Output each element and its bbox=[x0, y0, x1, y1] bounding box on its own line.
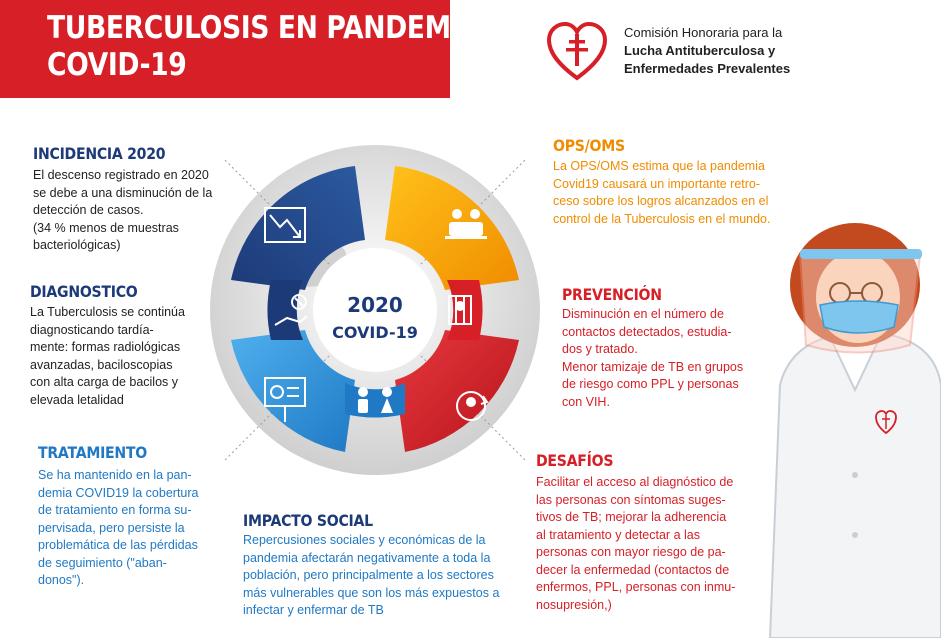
tratamiento-line: de seguimiento ("aban- bbox=[38, 555, 167, 570]
incidencia-heading: INCIDENCIA 2020 bbox=[33, 144, 166, 163]
central-infographic bbox=[205, 140, 545, 480]
diagnostico-line: mente: formas radiológicas bbox=[30, 340, 181, 354]
desafios-line: Facilitar el acceso al diagnóstico de bbox=[536, 475, 734, 489]
impacto-line: más vulnerables que son los más expuestos a bbox=[243, 585, 500, 600]
incidencia-line: (34 % menos de muestras bbox=[33, 220, 179, 235]
diagnostico-line: avanzadas, baciloscopias bbox=[30, 357, 173, 372]
prevencion-heading: PREVENCIÓN bbox=[562, 285, 662, 304]
prevencion-line: Menor tamizaje de TB en grupos bbox=[562, 359, 744, 374]
face-mask bbox=[820, 301, 898, 333]
impacto-line: infectar y enfermar de TB bbox=[243, 603, 384, 617]
incidencia-line: detección de casos. bbox=[33, 203, 144, 217]
ops-line: control de la Tuberculosis en el mundo. bbox=[553, 211, 771, 226]
tratamiento-line: donos"). bbox=[38, 573, 85, 587]
desafios-line: las personas con síntomas suges- bbox=[536, 492, 726, 507]
ops-line: Covid19 causará un importante retro- bbox=[553, 176, 761, 191]
desafios-line: decer la enfermedad (contactos de bbox=[536, 562, 730, 577]
tratamiento-line: pervisada, pero persiste la bbox=[38, 520, 185, 535]
impacto-text bbox=[243, 532, 499, 620]
page-title bbox=[47, 10, 480, 84]
desafios-line: tivos de TB; mejorar la adherencia bbox=[536, 510, 727, 524]
prevencion-line: dos y tratado. bbox=[562, 342, 638, 356]
tratamiento-line: Se ha mantenido en la pan- bbox=[38, 468, 192, 482]
diagnostico-line: diagnosticando tardía- bbox=[30, 322, 154, 337]
prevencion-line: contactos detectados, estudia- bbox=[562, 324, 732, 339]
ops-text bbox=[553, 158, 771, 228]
diagnostico-line: con alta carga de bacilos y bbox=[30, 375, 179, 389]
impacto-line: población, pero principalmente a los sectores bbox=[243, 568, 494, 582]
prevencion-line: con VIH. bbox=[562, 394, 610, 409]
ops-line: La OPS/OMS estima que la pandemia bbox=[553, 159, 765, 173]
tratamiento-line: problemática de las pérdidas bbox=[38, 538, 198, 552]
impacto-heading: IMPACTO SOCIAL bbox=[243, 511, 373, 530]
doctor-illustration bbox=[760, 215, 941, 638]
prevencion-line: de riesgo como PPL y personas bbox=[562, 377, 739, 391]
org-name-line-3: Enfermedades Prevalentes bbox=[624, 61, 791, 76]
desafios-line: enfermos, PPL, personas con inmu- bbox=[536, 580, 736, 594]
impacto-line: Repercusiones sociales y económicas de la bbox=[243, 533, 486, 547]
desafios-line: nosupresión,) bbox=[536, 597, 612, 612]
incidencia-line: bacteriológicas) bbox=[33, 238, 121, 252]
page-title-line-1: TUBERCULOSIS EN PANDEMIA bbox=[47, 10, 481, 46]
face-shield-band bbox=[800, 249, 922, 259]
prevencion-line: Disminución en el número de bbox=[562, 307, 724, 321]
impacto-line: pandemia afectarán negativamente a toda la bbox=[243, 550, 491, 565]
incidencia-line: se debe a una disminución de la bbox=[33, 185, 213, 200]
ops-line: ceso sobre los logros alcanzados en el bbox=[553, 194, 769, 208]
prevencion-text bbox=[562, 306, 743, 411]
tratamiento-heading: TRATAMIENTO bbox=[38, 443, 147, 462]
center-label: COVID-19 bbox=[332, 323, 418, 342]
diagnostico-line: elevada letalidad bbox=[30, 392, 124, 407]
desafios-line: personas con mayor riesgo de pa- bbox=[536, 545, 726, 559]
org-name-line-1: Comisión Honoraria para la bbox=[624, 25, 783, 40]
incidencia-line: El descenso registrado en 2020 bbox=[33, 168, 209, 182]
desafios-line: al tratamiento y detectar a las bbox=[536, 527, 700, 542]
tratamiento-line: demia COVID19 la cobertura bbox=[38, 485, 199, 500]
organization-name bbox=[624, 24, 790, 78]
incidencia-text bbox=[33, 167, 212, 255]
desafios-text bbox=[536, 474, 735, 614]
desafios-heading: DESAFÍOS bbox=[536, 451, 614, 470]
heart-cross-logo-icon bbox=[545, 20, 609, 84]
ops-heading: OPS/OMS bbox=[553, 136, 625, 155]
diagnostico-line: La Tuberculosis se continúa bbox=[30, 305, 185, 319]
center-year: 2020 bbox=[347, 293, 403, 317]
diagnostico-heading: DIAGNOSTICO bbox=[30, 282, 138, 301]
diagnostico-text bbox=[30, 304, 185, 409]
tratamiento-text bbox=[38, 467, 199, 590]
tratamiento-line: de tratamiento en forma su- bbox=[38, 503, 192, 517]
org-name-line-2: Lucha Antituberculosa y bbox=[624, 43, 776, 58]
page-title-line-2: COVID-19 bbox=[47, 47, 187, 83]
